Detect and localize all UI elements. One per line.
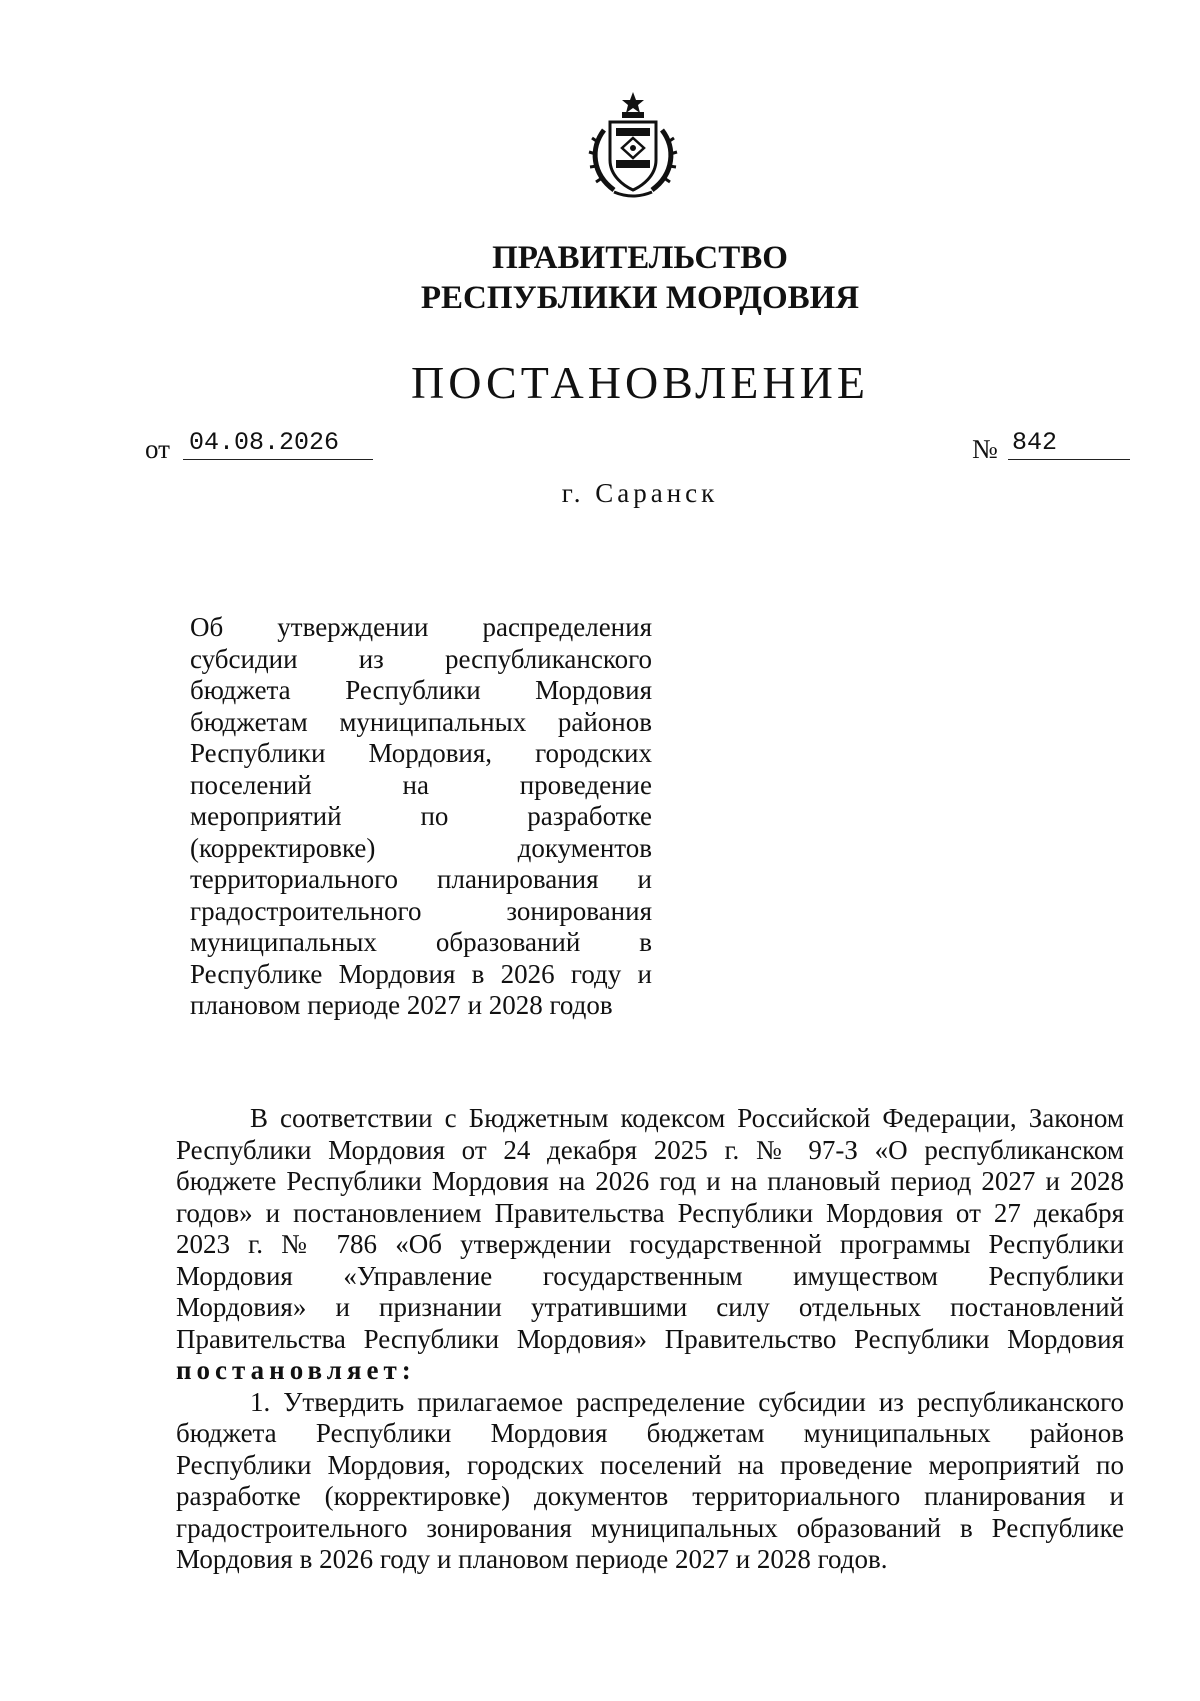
date-label: от <box>145 434 170 464</box>
document-body <box>176 1103 1124 1576</box>
subject-line: градостроительного зонирования <box>190 895 652 926</box>
preamble-line: годов» и постановлением Правительства Республики Мордовия от 27 декабря <box>176 1197 1124 1228</box>
item-line: Мордовия в 2026 году и плановом периоде 2027 и 2028 годов. <box>176 1544 888 1574</box>
subject-line: бюджета Республики Мордовия <box>190 675 652 705</box>
number-value: 842 <box>1008 428 1130 460</box>
subject-line: (корректировке) документов <box>190 832 652 863</box>
date-value: 04.08.2026 <box>183 428 373 460</box>
preamble-line: бюджете Республики Мордовия на 2026 год и на плановый период 2027 и 2028 <box>176 1166 1124 1196</box>
subject-line: бюджетам муниципальных районов <box>190 706 652 737</box>
subject-line: мероприятий по разработке <box>190 801 652 831</box>
subject-line: поселений на проведение <box>190 769 652 800</box>
preamble-line: В соответствии с Бюджетным кодексом Российской Федерации, Законом <box>250 1103 1124 1133</box>
document-subject <box>190 612 652 1022</box>
subject-line: плановом периоде 2027 и 2028 годов <box>190 990 613 1020</box>
item-line: 1. Утвердить прилагаемое распределение субсидии из республиканского <box>250 1386 1124 1417</box>
resolves-word: постановляет: <box>176 1355 416 1385</box>
preamble-line: Мордовия «Управление государственным имуществом Республики <box>176 1260 1124 1291</box>
subject-line: субсидии из республиканского <box>190 643 652 674</box>
subject-line: муниципальных образований в <box>190 927 652 957</box>
item-line: бюджета Республики Мордовия бюджетам муниципальных районов <box>176 1418 1124 1448</box>
organization-name-line2: РЕСПУБЛИКИ МОРДОВИЯ <box>420 280 860 316</box>
number-label: № <box>972 434 998 464</box>
item-line: градостроительного зонирования муниципальных образований в Республике <box>176 1512 1124 1543</box>
document-type: ПОСТАНОВЛЕНИЕ <box>411 357 869 408</box>
preamble-line: Республики Мордовия от 24 декабря 2025 г. № 97-З «О республиканском <box>176 1134 1124 1165</box>
subject-line: территориального планирования и <box>190 864 652 894</box>
preamble-line: 2023 г. № 786 «Об утверждении государственной программы Республики <box>176 1229 1124 1259</box>
coat-of-arms-icon <box>584 90 682 200</box>
subject-line: Республике Мордовия в 2026 году и <box>190 958 652 989</box>
subject-line: Об утверждении распределения <box>190 612 652 642</box>
item-line: разработке (корректировке) документов территориального планирования и <box>176 1481 1124 1511</box>
city-name: г. Саранск <box>561 478 719 508</box>
preamble-line: Правительства Республики Мордовия» Правительство Республики Мордовия <box>176 1323 1124 1354</box>
subject-line: Республики Мордовия, городских <box>190 738 652 768</box>
preamble-line: Мордовия» и признании утратившими силу отдельных постановлений <box>176 1292 1124 1322</box>
item-line: Республики Мордовия, городских поселений на проведение мероприятий по <box>176 1449 1124 1480</box>
organization-name-line1: ПРАВИТЕЛЬСТВО <box>492 240 788 276</box>
